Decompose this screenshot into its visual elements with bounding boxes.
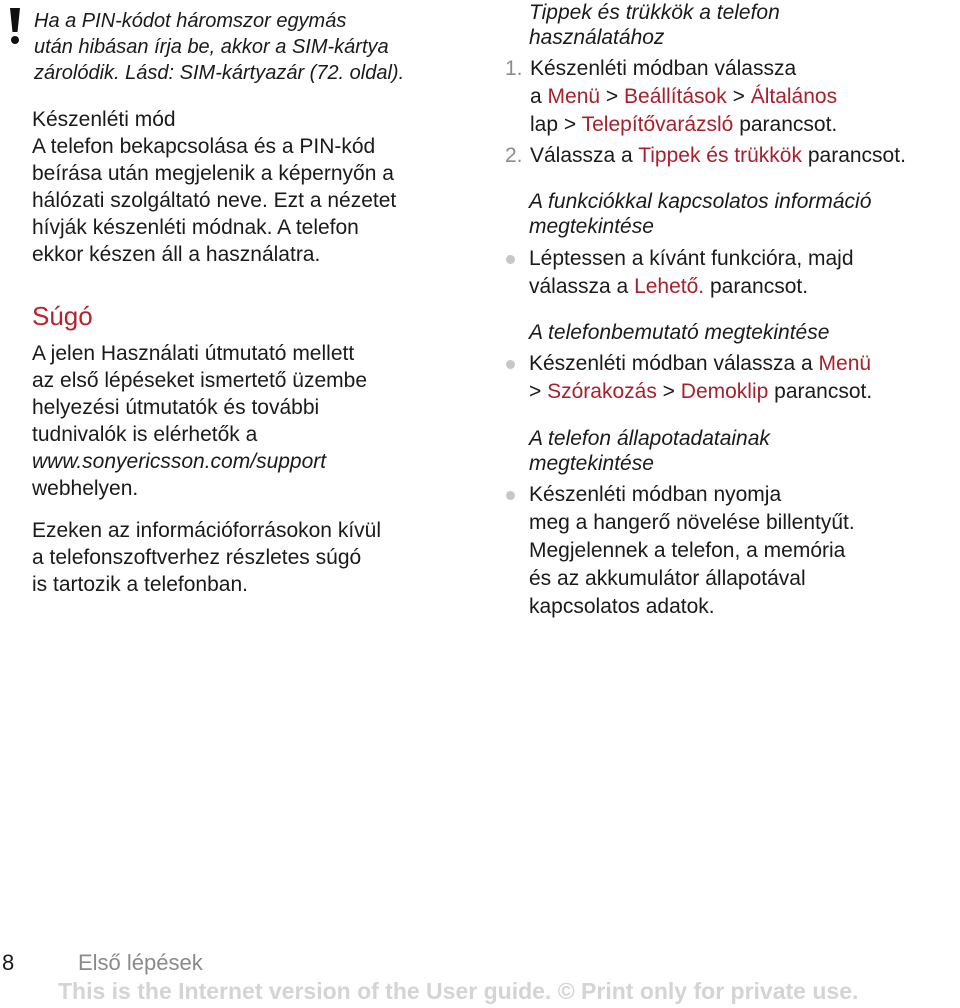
section-title: Első lépések [78,950,203,975]
internet-version-note: This is the Internet version of the User guide. © Print only for private use. [58,978,859,1004]
help-heading: Súgó [32,301,93,331]
exclamation-icon [2,6,28,46]
menu-link[interactable]: Menü [547,85,601,108]
standby-line: beírása után megjelenik a képernyőn a [32,162,394,185]
help-line: tudnivalók is elérhetők a [32,423,258,446]
menu-link[interactable]: Menü [818,352,872,375]
tips-heading: Tippek és trükkök a telefon használatához [529,1,780,49]
help-line: is tartozik a telefonban. [32,573,248,596]
standby-line: A telefon bekapcsolása és a PIN-kód [32,135,376,158]
general-link[interactable]: Általános [750,85,838,108]
bullet-icon [506,255,515,264]
demo-clip-link[interactable]: Demoklip [680,380,769,403]
help-section [32,300,472,598]
help-line: webhelyen. [32,477,139,500]
pin-warning-text: Ha a PIN-kódot háromszor egymás után hibásan írja be, akkor a SIM-kártya zárolódik. Lásd: SIM-kártyazár (72. oldal). [34,10,405,84]
tips-and-tricks-link[interactable]: Tippek és trükkök [638,144,802,167]
setup-wizard-link[interactable]: Telepítővarázsló [581,113,734,136]
status-heading: A telefon állapotadatainak megtekintése [529,427,770,475]
standby-line: ekkor készen áll a használatra. [32,243,321,266]
help-line: a telefonszoftverhez részletes súgó [32,546,362,569]
standby-line: hálózati szolgáltató neve. Ezt a nézetet [32,189,397,212]
functions-heading: A funkciókkal kapcsolatos információ megtekintése [529,190,872,238]
standby-line: hívják készenléti módnak. A telefon [32,216,359,239]
entertainment-link[interactable]: Szórakozás [547,380,657,403]
more-options-link[interactable]: Lehető. [634,275,705,298]
help-line: Ezeken az információforrásokon kívül [32,519,381,542]
help-line: A jelen Használati útmutató mellett [32,342,355,365]
settings-link[interactable]: Beállítások [624,85,727,108]
help-line: helyezési útmutatók és további [32,396,320,419]
help-line: az első lépéseket ismertető üzembe [32,369,368,392]
standby-heading: Készenléti mód [32,108,176,131]
demo-heading: A telefonbemutató megtekintése [529,321,830,344]
page-number: 8 [2,950,15,975]
standby-section [32,106,472,268]
support-url[interactable]: www.sonyericsson.com/support [32,450,327,473]
bullet-icon [506,360,515,369]
bullet-icon [506,491,515,500]
